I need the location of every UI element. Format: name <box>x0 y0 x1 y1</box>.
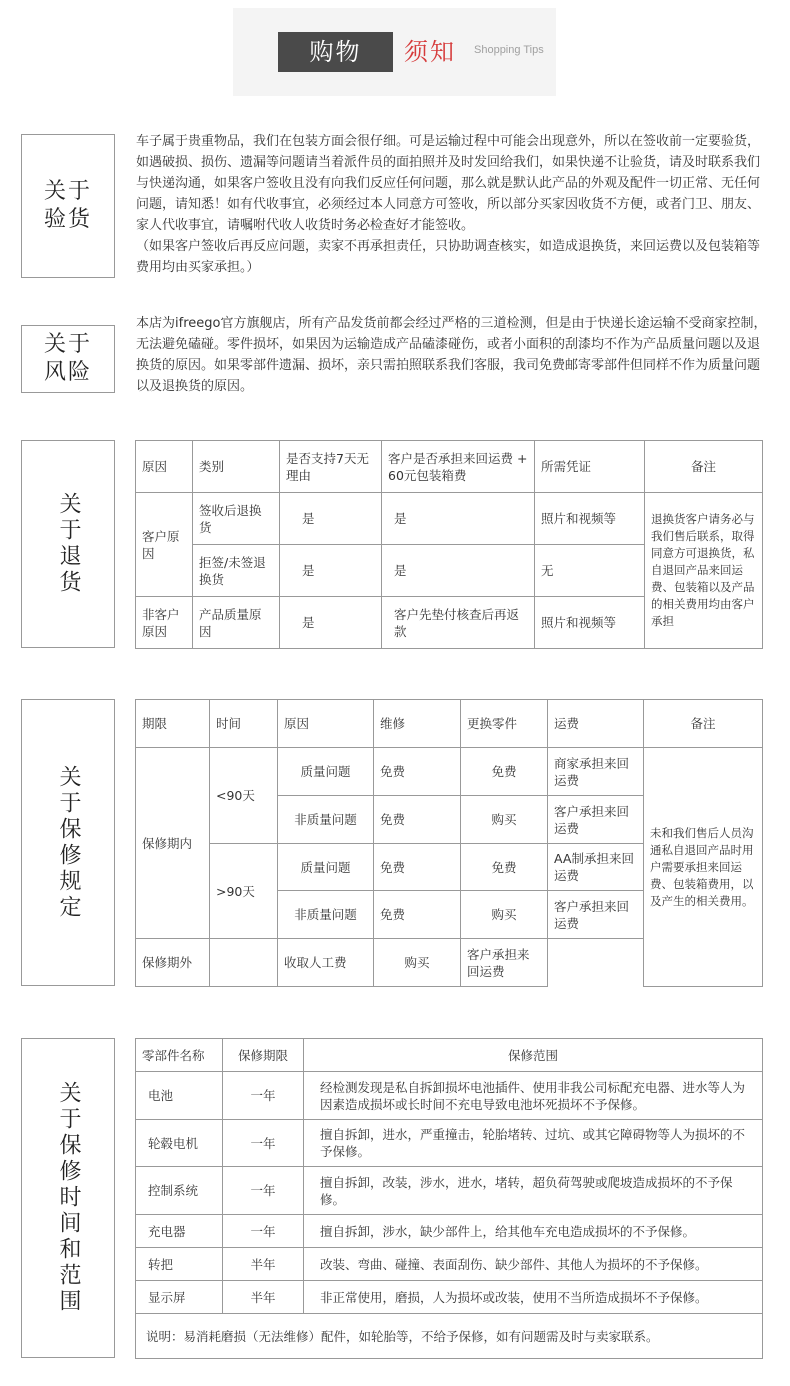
table-cell: 是 <box>280 545 382 597</box>
returns-table <box>135 440 763 649</box>
table-cell: 是 <box>280 597 382 649</box>
table-cell: 购买 <box>461 796 548 844</box>
inspection-label-1: 关于 <box>43 179 92 204</box>
table-cell: 客户承担来回运费 <box>461 939 548 987</box>
returns-label-box <box>21 440 115 648</box>
table-cell: 充电器 <box>136 1215 223 1248</box>
table-cell: 拒签/未签退换货 <box>193 545 280 597</box>
scope-header-cell: 保修范围 <box>304 1039 763 1072</box>
returns-header-row <box>136 441 763 493</box>
table-row <box>136 1314 763 1359</box>
table-row <box>136 748 763 796</box>
table-cell: 签收后退换货 <box>193 493 280 545</box>
table-cell: 免费 <box>374 844 461 891</box>
table-cell: 是 <box>382 493 535 545</box>
warranty-period-cell: 保修期外 <box>136 939 210 987</box>
table-row <box>136 493 763 545</box>
table-cell: 转把 <box>136 1248 223 1281</box>
warranty-header-cell: 原因 <box>278 700 374 748</box>
risk-text <box>136 313 768 397</box>
table-cell: 免费 <box>461 844 548 891</box>
inspection-label-box <box>21 134 115 278</box>
returns-header-cell: 备注 <box>645 441 763 493</box>
table-cell: 改装、弯曲、碰撞、表面刮伤、缺少部件、其他人为损坏的不予保修。 <box>304 1248 763 1281</box>
table-cell: 质量问题 <box>278 748 374 796</box>
header-title-dark: 购物 <box>278 32 393 72</box>
table-cell: 无 <box>535 545 645 597</box>
table-row <box>136 1215 763 1248</box>
warranty-period-cell: 保修期内 <box>136 748 210 939</box>
table-cell: 一年 <box>223 1167 304 1215</box>
table-cell: 客户承担来回运费 <box>548 891 644 939</box>
table-cell: 电池 <box>136 1072 223 1120</box>
table-cell: 半年 <box>223 1281 304 1314</box>
header-title-red: 须知 <box>404 38 456 66</box>
risk-label-1: 关于 <box>43 332 92 357</box>
risk-label-box <box>21 325 115 393</box>
table-cell: 质量问题 <box>278 844 374 891</box>
returns-reason-cell: 客户原因 <box>136 493 193 597</box>
table-cell <box>210 939 278 987</box>
table-cell: 非质量问题 <box>278 891 374 939</box>
warranty-label: 关于保修规定 <box>56 764 81 921</box>
scope-header-cell: 保修期限 <box>223 1039 304 1072</box>
returns-header-cell: 客户是否承担来回运费 + 60元包装箱费 <box>382 441 535 493</box>
table-row <box>136 1248 763 1281</box>
table-cell: 免费 <box>374 796 461 844</box>
warranty-remark-cell: 未和我们售后人员沟通私自退回产品时用户需要承担来回运费、包装箱费用，以及产生的相关费用。 <box>644 748 763 987</box>
table-cell: 一年 <box>223 1120 304 1167</box>
scope-header-cell: 零部件名称 <box>136 1039 223 1072</box>
table-cell: 一年 <box>223 1215 304 1248</box>
returns-header-cell: 是否支持7天无理由 <box>280 441 382 493</box>
table-cell: 非正常使用，磨损，人为损坏或改装，使用不当所造成损坏不予保修。 <box>304 1281 763 1314</box>
scope-label: 关于保修时间和范围 <box>56 1081 81 1315</box>
table-cell: 照片和视频等 <box>535 493 645 545</box>
table-cell: 轮毂电机 <box>136 1120 223 1167</box>
returns-header-cell: 所需凭证 <box>535 441 645 493</box>
risk-body: 本店为ifreego官方旗舰店，所有产品发货前都会经过严格的三道检测，但是由于快递长途运输不受商家控制，无法避免磕碰。零件损坏，如果因为运输造成产品磕漆碰伤，或者小面积的刮漆均不作为产品质量问题以及退换货的原因。如果零部件遗漏、损坏，亲只需拍照联系我们客服，我司免费邮寄零部件但同样不作为质量问题以及退换货的原因。 <box>136 316 767 394</box>
scope-footer: 说明：易消耗磨损（无法维修）配件，如轮胎等，不给予保修，如有问题需及时与卖家联系。 <box>136 1314 763 1359</box>
table-row <box>136 1167 763 1215</box>
inspection-body: 车子属于贵重物品，我们在包装方面会很仔细。可是运输过程中可能会出现意外，所以在签收前一定要验货，如遇破损、损伤、遗漏等问题请当着派件员的面拍照并及时发回给我们，如果快递不让验货，请及时联系我们与快递沟通，如果客户签收且没有向我们反应任何问题，那么就是默认此产品的外观及配件一切正常、无任何问题，请知悉！如有代收事宜，必须经过本人同意方可签收，所以部分买家因收货不方便，或者门卫、朋友、家人代收事宜，请嘱咐代收人收货时务必检查好才能签收。 <box>136 134 761 233</box>
header-subtitle: Shopping Tips <box>474 44 544 56</box>
inspection-text <box>136 131 768 278</box>
table-cell: 非客户原因 <box>136 597 193 649</box>
table-cell: 控制系统 <box>136 1167 223 1215</box>
table-cell: 客户先垫付核查后再返款 <box>382 597 535 649</box>
returns-header-cell: 类别 <box>193 441 280 493</box>
returns-header-cell: 原因 <box>136 441 193 493</box>
table-cell: 显示屏 <box>136 1281 223 1314</box>
table-cell: AA制承担来回运费 <box>548 844 644 891</box>
table-row <box>136 1281 763 1314</box>
table-cell: 免费 <box>374 748 461 796</box>
table-cell: 收取人工费 <box>278 939 374 987</box>
warranty-header-cell: 时间 <box>210 700 278 748</box>
table-cell: 商家承担来回运费 <box>548 748 644 796</box>
warranty-label-box <box>21 699 115 986</box>
warranty-table <box>135 699 763 987</box>
table-cell: 一年 <box>223 1072 304 1120</box>
table-cell: 经检测发现是私自拆卸损坏电池插件、使用非我公司标配充电器、进水等人为因素造成损坏或长时间不充电导致电池坏死损坏不予保修。 <box>304 1072 763 1120</box>
warranty-header-cell: 维修 <box>374 700 461 748</box>
risk-label-2: 风险 <box>43 360 92 385</box>
inspection-label-2: 验货 <box>43 207 92 232</box>
table-cell: 照片和视频等 <box>535 597 645 649</box>
table-cell: 免费 <box>374 891 461 939</box>
table-cell: 半年 <box>223 1248 304 1281</box>
table-row <box>136 1120 763 1167</box>
table-cell: 擅自拆卸，进水，严重撞击，轮胎堵转、过坑、或其它障碍物等人为损坏的不予保修。 <box>304 1120 763 1167</box>
warranty-header-cell: 备注 <box>644 700 763 748</box>
table-cell: 擅自拆卸，改装，涉水，进水，堵转，超负荷驾驶或爬坡造成损坏的不予保修。 <box>304 1167 763 1215</box>
returns-remark-cell: 退换货客户请务必与我们售后联系，取得同意方可退换货，私自退回产品来回运费、包装箱以及产品的相关费用均由客户承担 <box>645 493 763 649</box>
table-cell: 擅自拆卸，涉水，缺少部件上，给其他车充电造成损坏的不予保修。 <box>304 1215 763 1248</box>
warranty-header-cell: 更换零件 <box>461 700 548 748</box>
table-cell: 购买 <box>374 939 461 987</box>
inspection-note: （如果客户签收后再反应问题，卖家不再承担责任，只协助调查核实，如造成退换货，来回运费以及包装箱等费用均由买家承担。） <box>136 239 761 275</box>
table-cell: 免费 <box>461 748 548 796</box>
table-cell: 非质量问题 <box>278 796 374 844</box>
warranty-time-cell: <90天 <box>210 748 278 844</box>
returns-label: 关于退货 <box>56 492 81 596</box>
table-cell: 购买 <box>461 891 548 939</box>
scope-header-row <box>136 1039 763 1072</box>
warranty-header-row <box>136 700 763 748</box>
table-cell: 客户承担来回运费 <box>548 796 644 844</box>
scope-table <box>135 1038 763 1359</box>
warranty-header-cell: 期限 <box>136 700 210 748</box>
table-row <box>136 1072 763 1120</box>
table-cell: 产品质量原因 <box>193 597 280 649</box>
warranty-time-cell: >90天 <box>210 844 278 939</box>
table-cell: 是 <box>382 545 535 597</box>
warranty-header-cell: 运费 <box>548 700 644 748</box>
scope-label-box <box>21 1038 115 1358</box>
table-cell: 是 <box>280 493 382 545</box>
